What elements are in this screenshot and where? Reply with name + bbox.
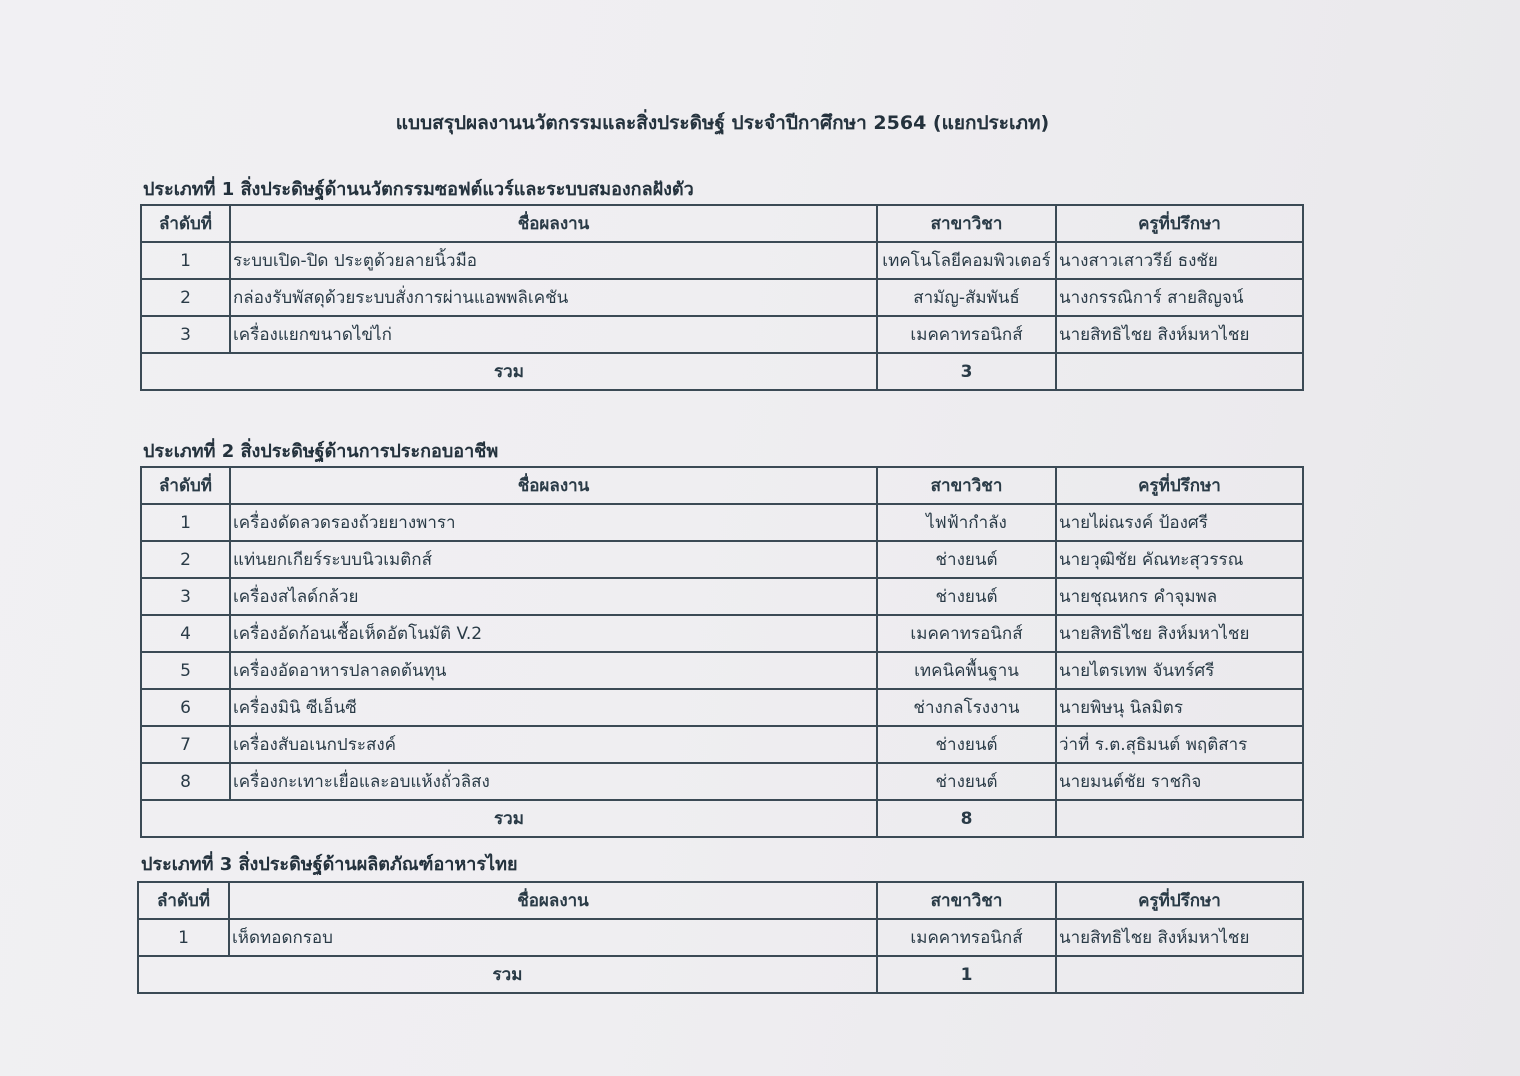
row-advisor: นายไผ่ณรงค์ ป้องศรี [1056,504,1303,541]
total-empty [1056,800,1303,837]
row-no: 1 [141,504,230,541]
table-row [141,242,1303,279]
row-dept: ช่างยนต์ [877,726,1056,763]
row-name: เครื่องอัดอาหารปลาลดต้นทุน [230,652,877,689]
table-row [141,541,1303,578]
row-name: เครื่องแยกขนาดไข่ไก่ [230,316,877,353]
table-header-row [138,882,1303,919]
table-row [141,726,1303,763]
total-label: รวม [141,800,877,837]
row-name: เครื่องอัดก้อนเชื้อเห็ดอัตโนมัติ V.2 [230,615,877,652]
row-advisor: นายมนต์ชัย ราชกิจ [1056,763,1303,800]
row-no: 8 [141,763,230,800]
row-dept: สามัญ-สัมพันธ์ [877,279,1056,316]
row-no: 2 [141,541,230,578]
row-no: 7 [141,726,230,763]
total-value: 1 [877,956,1056,993]
header-dept: สาขาวิชา [877,882,1056,919]
row-no: 6 [141,689,230,726]
row-advisor: นายชุณหกร คำจุมพล [1056,578,1303,615]
row-advisor: นายสิทธิไชย สิงห์มหาไชย [1056,615,1303,652]
row-dept: เทคนิคพื้นฐาน [877,652,1056,689]
row-advisor: นายพิษนุ นิลมิตร [1056,689,1303,726]
header-advisor: ครูที่ปรึกษา [1056,882,1303,919]
row-name: เครื่องสับอเนกประสงค์ [230,726,877,763]
table-row [141,504,1303,541]
row-dept: เมคคาทรอนิกส์ [877,615,1056,652]
row-name: เห็ดทอดกรอบ [229,919,877,956]
row-advisor: นายสิทธิไชย สิงห์มหาไชย [1056,919,1303,956]
row-advisor: นายไตรเทพ จันทร์ศรี [1056,652,1303,689]
total-value: 3 [877,353,1056,390]
total-row [141,800,1303,837]
header-advisor: ครูที่ปรึกษา [1056,205,1303,242]
table-row [141,279,1303,316]
row-dept: ไฟฟ้ากำลัง [877,504,1056,541]
header-name: ชื่อผลงาน [230,467,877,504]
table-header-row [141,205,1303,242]
row-dept: ช่างยนต์ [877,763,1056,800]
row-dept: ช่างยนต์ [877,578,1056,615]
total-label: รวม [138,956,877,993]
table-row [141,578,1303,615]
row-dept: เมคคาทรอนิกส์ [877,919,1056,956]
row-no: 3 [141,316,230,353]
table-row [141,763,1303,800]
section-3-title: ประเภทที่ 3 สิ่งประดิษฐ์ด้านผลิตภัณฑ์อาหารไทย [141,854,518,875]
header-no: ลำดับที่ [141,467,230,504]
row-name: เครื่องสไลด์กล้วย [230,578,877,615]
total-row [141,353,1303,390]
row-advisor: นายสิทธิไชย สิงห์มหาไชย [1056,316,1303,353]
header-no: ลำดับที่ [138,882,229,919]
document-title-text: แบบสรุปผลงานนวัตกรรมและสิ่งประดิษฐ์ ประจำปีกาศึกษา 2564 (แยกประเภท) [395,112,1050,134]
row-name: เครื่องดัดลวดรองถ้วยยางพารา [230,504,877,541]
section-1-title: ประเภทที่ 1 สิ่งประดิษฐ์ด้านนวัตกรรมซอฟต์แวร์และระบบสมองกลฝังตัว [143,179,694,200]
row-no: 3 [141,578,230,615]
header-dept: สาขาวิชา [877,467,1056,504]
table-row [141,316,1303,353]
row-advisor: ว่าที่ ร.ต.สุธิมนต์ พฤติสาร [1056,726,1303,763]
header-name: ชื่อผลงาน [229,882,877,919]
row-no: 1 [138,919,229,956]
total-empty [1056,956,1303,993]
row-no: 2 [141,279,230,316]
row-name: เครื่องมินิ ซีเอ็นซี [230,689,877,726]
total-row [138,956,1303,993]
row-no: 4 [141,615,230,652]
table-row [138,919,1303,956]
table-row [141,615,1303,652]
table-row [141,689,1303,726]
row-advisor: นายวุฒิชัย คัณทะสุวรรณ [1056,541,1303,578]
header-dept: สาขาวิชา [877,205,1056,242]
row-dept: เทคโนโลยีคอมพิวเตอร์ [877,242,1056,279]
header-name: ชื่อผลงาน [230,205,877,242]
row-name: เครื่องกะเทาะเยื่อและอบแห้งถั่วลิสง [230,763,877,800]
row-advisor: นางสาวเสาวรีย์ ธงชัย [1056,242,1303,279]
total-label: รวม [141,353,877,390]
row-name: กล่องรับพัสดุด้วยระบบสั่งการผ่านแอพพลิเคชัน [230,279,877,316]
document-title [0,108,1445,138]
section-2-title: ประเภทที่ 2 สิ่งประดิษฐ์ด้านการประกอบอาชีพ [143,441,499,462]
row-name: แท่นยกเกียร์ระบบนิวเมติกส์ [230,541,877,578]
header-advisor: ครูที่ปรึกษา [1056,467,1303,504]
table-header-row [141,467,1303,504]
section-3-table [137,881,1304,994]
row-no: 5 [141,652,230,689]
row-dept: เมคคาทรอนิกส์ [877,316,1056,353]
table-row [141,652,1303,689]
row-dept: ช่างยนต์ [877,541,1056,578]
section-1-table [140,204,1304,391]
total-value: 8 [877,800,1056,837]
header-no: ลำดับที่ [141,205,230,242]
row-advisor: นางกรรณิการ์ สายสิญจน์ [1056,279,1303,316]
row-no: 1 [141,242,230,279]
row-dept: ช่างกลโรงงาน [877,689,1056,726]
section-2-table [140,466,1304,838]
row-name: ระบบเปิด-ปิด ประตูด้วยลายนิ้วมือ [230,242,877,279]
total-empty [1056,353,1303,390]
